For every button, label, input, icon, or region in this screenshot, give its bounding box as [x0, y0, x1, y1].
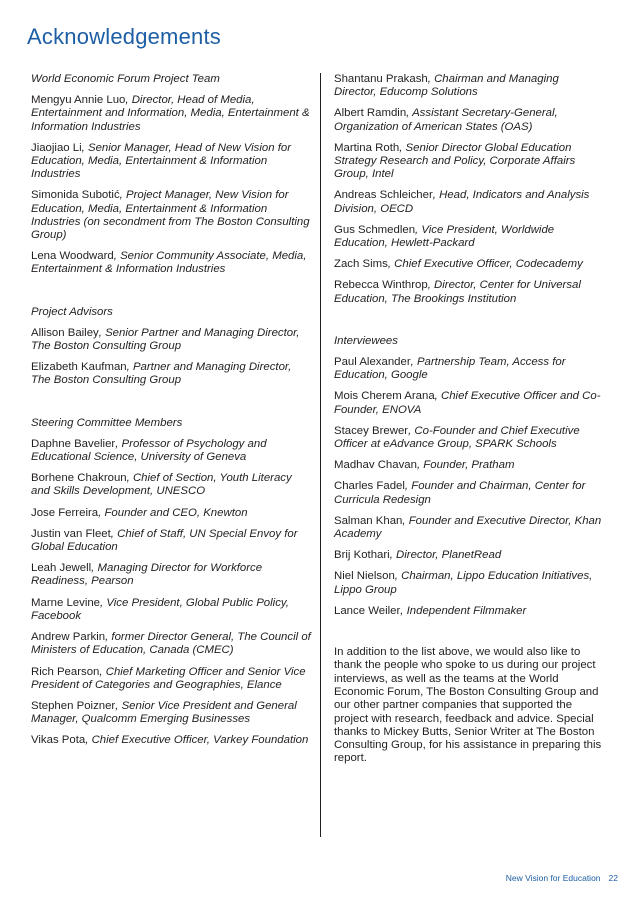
person-name: Rebecca Winthrop [334, 279, 428, 292]
person-role: , Professor of Psychology and Educational Science, University of Geneva [31, 437, 267, 464]
section-heading: Steering Committee Members [31, 416, 183, 429]
list-item [334, 279, 604, 305]
person-name: Andrew Parkin [31, 631, 106, 644]
person-name: Martina Roth [334, 141, 400, 154]
person-name: Madhav Chavan [334, 459, 417, 472]
person-name: Andreas Schleicher [334, 189, 433, 202]
person-name: Lance Weiler [334, 604, 401, 617]
person-role: , Project Manager, New Vision for Education, Media, Entertainment & Information Industries (on secondment from The Boston Consulting Group) [31, 189, 310, 242]
person-role: , Senior Partner and Managing Director, The Boston Consulting Group [31, 326, 300, 353]
list-item [31, 734, 313, 747]
person-name: Mengyu Annie Luo [31, 94, 126, 107]
person-name: Borhene Chakroun [31, 472, 127, 485]
person-name: Rich Pearson [31, 665, 100, 678]
list-item [334, 107, 604, 133]
person-role: , Chief of Section, Youth Literacy and Skills Development, UNESCO [31, 472, 292, 498]
person-name: Zach Sims [334, 258, 388, 271]
entry-list [334, 73, 604, 306]
list-item [31, 507, 313, 520]
left-column [31, 73, 313, 756]
steering-committee-section [31, 417, 313, 748]
person-name: Albert Ramdin [334, 107, 407, 120]
person-name: Leah Jewell [31, 562, 92, 575]
person-name: Daphne Bavelier [31, 437, 116, 450]
person-role: , Chief Executive Officer, Codecademy [387, 258, 583, 271]
list-item [31, 327, 313, 353]
section-heading: Interviewees [334, 334, 398, 347]
person-role: , Founder, Pratham [416, 459, 515, 472]
person-role: , Founder and Executive Director, Khan Academy [334, 514, 602, 541]
list-item [31, 700, 313, 726]
list-item [334, 425, 604, 451]
person-role: , Chief Executive Officer and Co-Founder, ENOVA [334, 390, 601, 416]
section-heading: Project Advisors [31, 305, 113, 318]
person-role: , Senior Manager, Head of New Vision for Education, Media, Entertainment & Information Industries [31, 141, 292, 181]
list-item [334, 224, 604, 250]
person-name: Allison Bailey [31, 326, 99, 339]
person-name: Stephen Poizner [31, 699, 116, 712]
page-title: Acknowledgements [27, 24, 221, 49]
list-item [31, 597, 313, 623]
list-item [31, 472, 313, 498]
person-role: , Chairman, Lippo Education Initiatives, Lippo Group [334, 570, 593, 596]
person-name: Jose Ferreira [31, 506, 99, 519]
page-footer [506, 873, 618, 883]
person-role: , Founder and Chairman, Center for Curricula Redesign [334, 480, 586, 506]
person-role: , Chief of Staff, UN Special Envoy for Global Education [31, 527, 298, 554]
person-role: , Independent Filmmaker [400, 604, 527, 617]
list-item [31, 528, 313, 554]
list-item [31, 666, 313, 692]
entry-list [31, 94, 313, 276]
list-item [334, 189, 604, 215]
page-number: 22 [608, 873, 618, 883]
column-divider [320, 73, 321, 837]
person-role: , Partnership Team, Access for Education, Google [334, 356, 566, 382]
person-name: Vikas Pota [31, 734, 86, 747]
list-item [334, 515, 604, 541]
project-advisors-section [31, 306, 313, 388]
person-role: , Chief Executive Officer, Varkey Foundation [85, 734, 309, 747]
person-role: , Senior Vice President and General Manager, Qualcomm Emerging Businesses [31, 699, 297, 726]
list-item [334, 570, 604, 596]
wef-team-section [31, 73, 313, 277]
right-column [334, 73, 604, 766]
person-name: Charles Fadel [334, 480, 405, 493]
list-item [334, 142, 604, 182]
person-name: Niel Nielson [334, 570, 395, 583]
person-name: Justin van Fleet [31, 527, 111, 540]
thanks-note: In addition to the list above, we would also like to thank the people who spoke to us during our project interviews, as well as the teams at the World Economic Forum, The Boston Consulting Group and our other partner companies that supported the project with research, feedback and advice. Special thanks to Mickey Butts, Senior Writer at The Boston Consulting Group, for his assistance in preparing this report. [334, 646, 602, 765]
list-item [31, 94, 313, 134]
list-item [31, 631, 313, 657]
list-item [334, 480, 604, 506]
list-item [334, 356, 604, 382]
person-name: Marne Levine [31, 596, 101, 609]
section-heading: World Economic Forum Project Team [31, 73, 220, 85]
person-name: Stacey Brewer [334, 424, 409, 437]
person-role: , Director, Center for Universal Education, The Brookings Institution [334, 279, 581, 305]
person-name: Simonida Subotić [31, 189, 120, 202]
person-role: , Senior Community Associate, Media, Entertainment & Information Industries [31, 250, 307, 276]
person-role: , Chairman and Managing Director, Educomp Solutions [334, 73, 559, 99]
list-item [31, 438, 313, 464]
person-role: , former Director General, The Council of Ministers of Education, Canada (CMEC) [31, 631, 311, 657]
person-name: Jiaojiao Li [31, 141, 82, 154]
entry-list [31, 438, 313, 748]
person-role: , Co-Founder and Chief Executive Officer at eAdvance Group, SPARK Schools [334, 424, 580, 451]
list-item [334, 459, 604, 472]
person-role: , Managing Director for Workforce Readiness, Pearson [31, 562, 263, 588]
person-name: Brij Kothari [334, 549, 390, 562]
list-item [31, 189, 313, 242]
person-name: Paul Alexander [334, 356, 411, 369]
person-name: Gus Schmedlen [334, 223, 416, 236]
list-item [334, 605, 604, 618]
list-item [31, 562, 313, 588]
report-name: New Vision for Education [505, 873, 601, 883]
entry-list [334, 356, 604, 618]
person-role: , Founder and CEO, Knewton [98, 506, 248, 519]
list-item [334, 73, 604, 99]
person-role: , Chief Marketing Officer and Senior Vice President of Categories and Geographies, Elance [31, 665, 306, 691]
entry-list [31, 327, 313, 388]
person-role: , Assistant Secretary-General, Organization of American States (OAS) [334, 107, 558, 133]
person-role: , Director, Head of Media, Entertainment and Information, Media, Entertainment & Information Industries [31, 94, 310, 133]
person-name: Mois Cherem Arana [334, 390, 435, 403]
person-role: , Head, Indicators and Analysis Division, OECD [334, 189, 590, 215]
interviewees-section [334, 335, 604, 618]
person-role: , Vice President, Worldwide Education, Hewlett-Packard [334, 223, 555, 250]
person-role: , Vice President, Global Public Policy, Facebook [31, 596, 289, 622]
list-item [334, 549, 604, 562]
person-name: Lena Woodward [31, 250, 114, 263]
person-role: , Director, PlanetRead [389, 549, 502, 562]
steering-committee-continued [334, 73, 604, 306]
person-name: Salman Khan [334, 514, 403, 527]
person-name: Elizabeth Kaufman [31, 361, 127, 374]
person-role: , Senior Director Global Education Strategy Research and Policy, Corporate Affairs Group, Intel [334, 141, 576, 181]
list-item [31, 250, 313, 276]
list-item [334, 258, 604, 271]
list-item [31, 361, 313, 387]
list-item [334, 390, 604, 416]
person-name: Shantanu Prakash [334, 73, 428, 85]
person-role: , Partner and Managing Director, The Boston Consulting Group [31, 361, 292, 387]
list-item [31, 142, 313, 182]
